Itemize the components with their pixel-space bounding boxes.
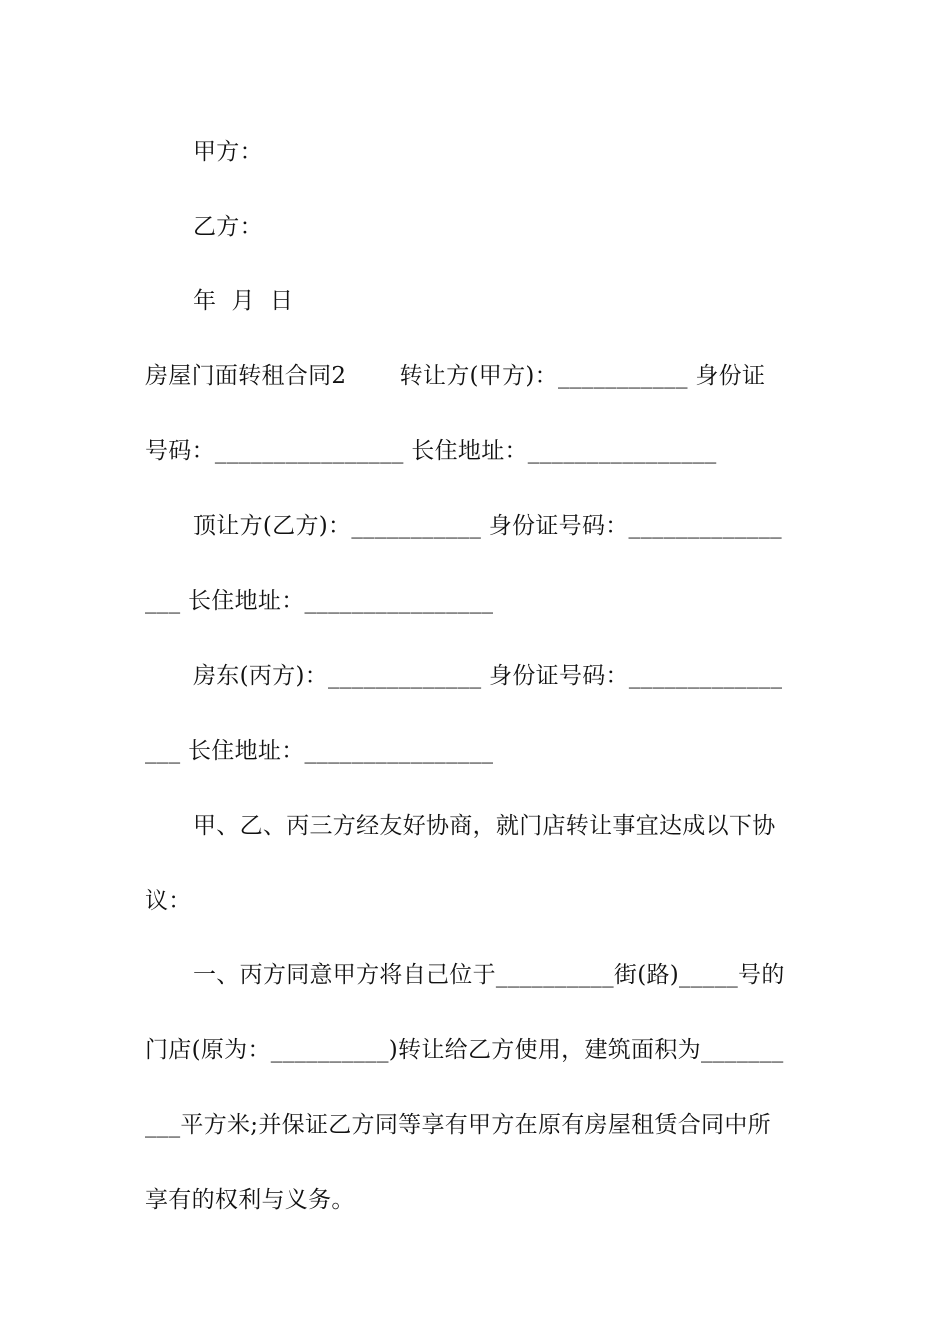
clause-one-line-3: ___平方米;并保证乙方同等享有甲方在原有房屋租赁合同中所 bbox=[145, 1112, 771, 1138]
clause-one-line-1: 一、丙方同意甲方将自己位于__________街(路)_____号的 bbox=[193, 962, 785, 988]
landlord-address-line: ___ 长住地址：________________ bbox=[145, 738, 494, 764]
transferee-line: 顶让方(乙方)：___________ 身份证号码：_____________ bbox=[193, 513, 782, 539]
date-line: 年 月 日 bbox=[193, 288, 294, 314]
transferee-address-line: ___ 长住地址：________________ bbox=[145, 588, 494, 614]
contract-title-transferor-line: 房屋门面转租合同2 转让方(甲方)：___________ 身份证 bbox=[145, 363, 766, 389]
party-b-label: 乙方： bbox=[193, 214, 263, 240]
clause-one-line-2: 门店(原为：__________)转让给乙方使用，建筑面积为_______ bbox=[145, 1037, 784, 1063]
agreement-intro-line: 甲、乙、丙三方经友好协商，就门店转让事宜达成以下协 bbox=[193, 813, 776, 839]
transferor-id-address-line: 号码：________________ 长住地址：________________ bbox=[145, 438, 717, 464]
agreement-intro-continuation: 议： bbox=[145, 888, 192, 914]
clause-one-line-4: 享有的权利与义务。 bbox=[145, 1187, 355, 1213]
party-a-label: 甲方： bbox=[193, 139, 263, 165]
landlord-line: 房东(丙方)：_____________ 身份证号码：_____________ bbox=[193, 663, 783, 689]
